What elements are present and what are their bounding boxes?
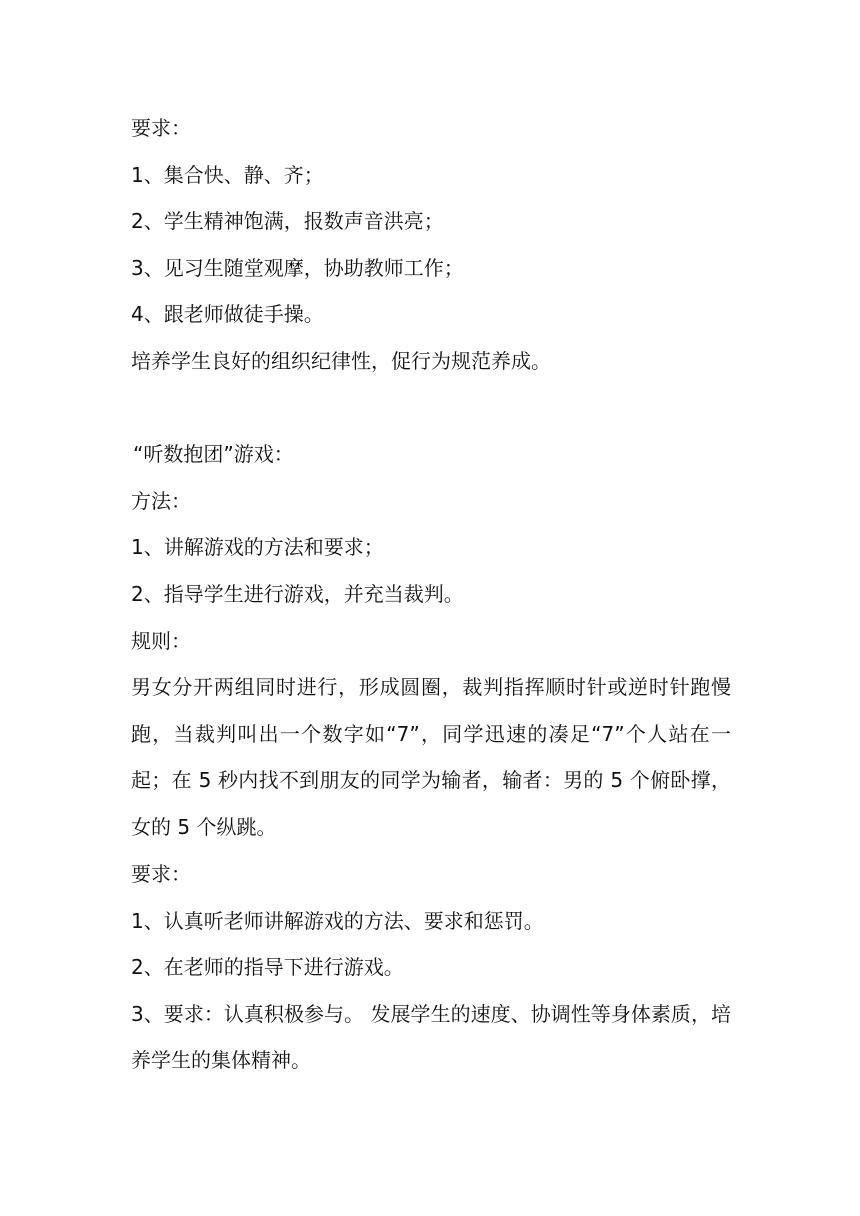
requirements-heading: 要求： — [131, 116, 191, 140]
method-item-1: 1、讲解游戏的方法和要求； — [131, 535, 384, 560]
game-requirement-item-1: 1、认真听老师讲解游戏的方法、要求和惩罚。 — [131, 908, 544, 933]
requirement-item-1: 1、集合快、静、齐； — [131, 162, 324, 187]
document-body — [131, 112, 731, 1099]
game-requirements-heading: 要求： — [131, 862, 191, 887]
requirement-item-4: 4、跟老师做徒手操。 — [131, 302, 324, 327]
goal-text: 培养学生良好的组织纪律性，促行为规范养成。 — [131, 348, 551, 373]
paragraph-spacer — [131, 392, 731, 439]
method-heading: 方法： — [131, 488, 191, 513]
game-requirement-item-2: 2、在老师的指导下进行游戏。 — [131, 955, 404, 980]
rules-heading: 规则： — [131, 628, 191, 653]
game-requirement-item-3: 3、要求：认真积极参与。 发展学生的速度、协调性等身体素质，培养学生的集体精神。 — [131, 1001, 731, 1073]
method-item-2: 2、指导学生进行游戏，并充当裁判。 — [131, 581, 464, 606]
requirement-item-3: 3、见习生随堂观摩，协助教师工作； — [131, 255, 464, 280]
game-title: “听数抱团”游戏： — [133, 442, 294, 467]
rules-paragraph: 男女分开两组同时进行，形成圆圈，裁判指挥顺时针或逆时针跑慢跑，当裁判叫出一个数字如“7”，同学迅速的凑足“7”个人站在一起；在 5 秒内找不到朋友的同学为输者，输者：男的 5 个俯卧撑，女的 5 个纵跳。 — [131, 675, 731, 839]
requirement-item-2: 2、学生精神饱满，报数声音洪亮； — [131, 209, 444, 234]
